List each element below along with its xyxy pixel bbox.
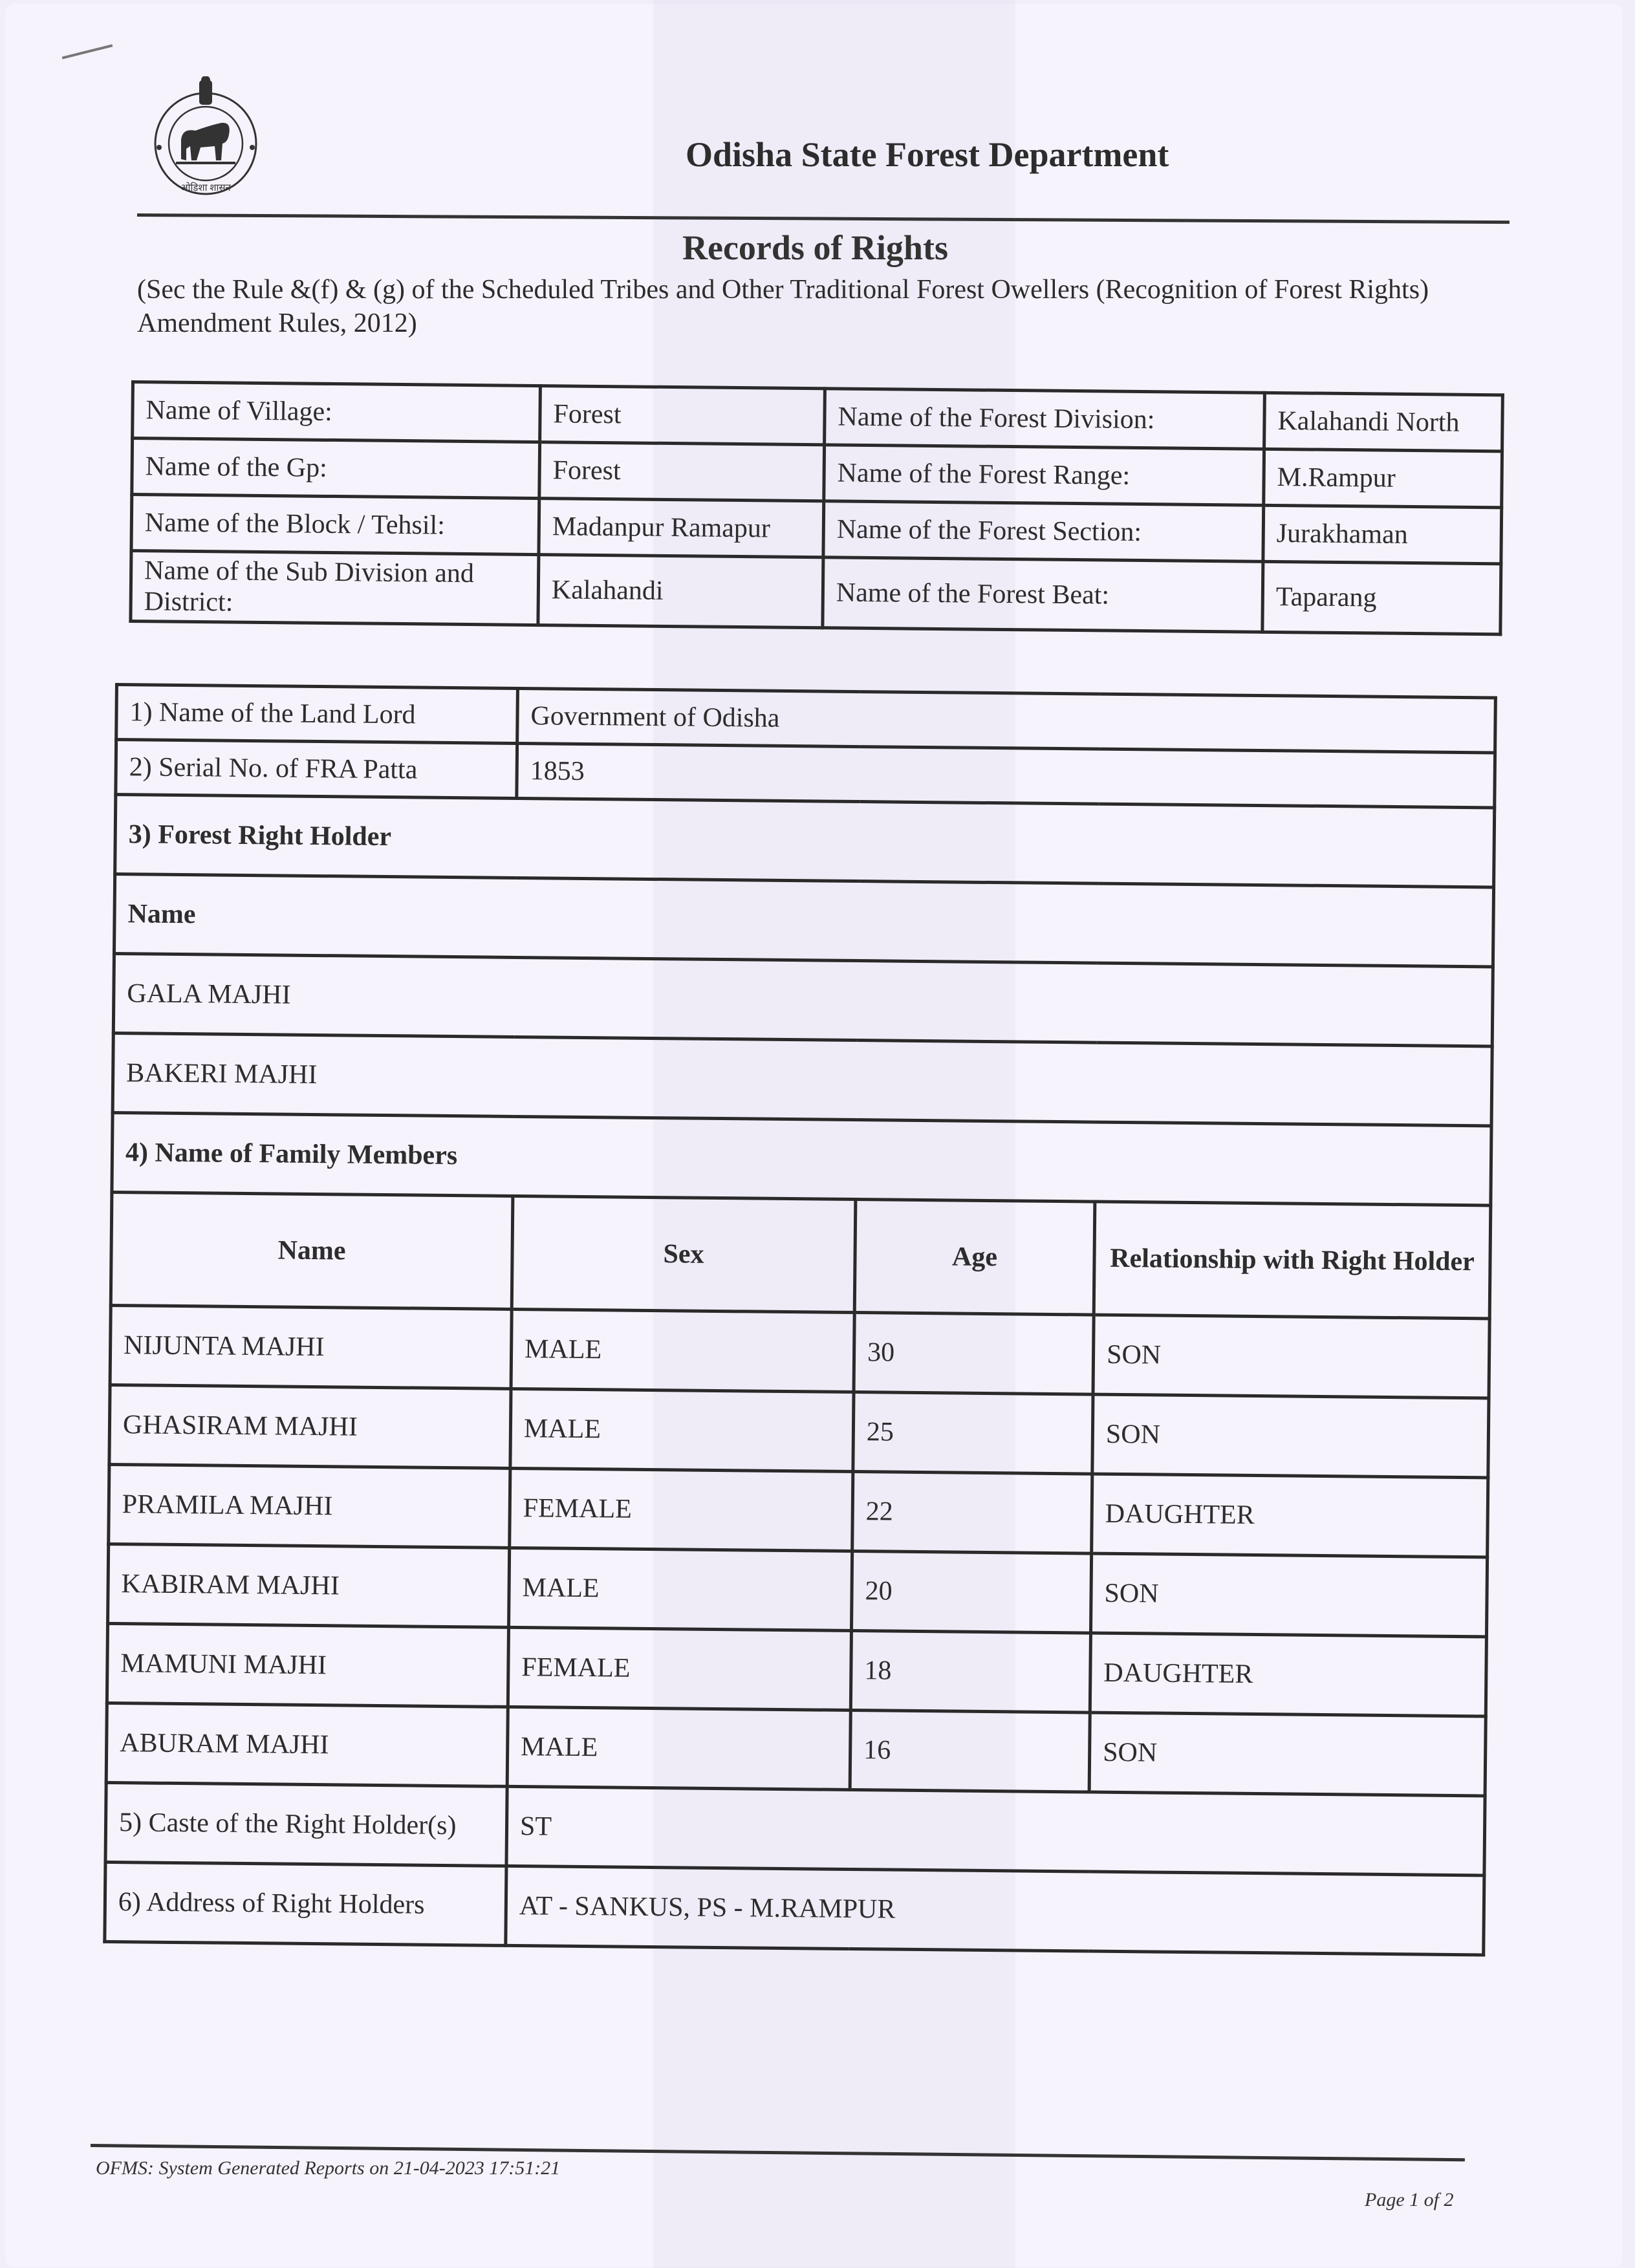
document-subtitle: (Sec the Rule &(f) & (g) of the Scheduled Tribes and Other Traditional Forest Owellers (Recognition of Forest Rights) Amendment Rules, 2012): [137, 275, 1429, 338]
member-relation: DAUGHTER: [1090, 1633, 1486, 1716]
record-table: [103, 683, 1497, 1956]
block-label: Name of the Block / Tehsil:: [131, 495, 539, 555]
odisha-emblem-icon: [150, 76, 261, 199]
family-row: [109, 1385, 1489, 1477]
holder-heading-row: [115, 795, 1495, 887]
member-name: MAMUNI MAJHI: [107, 1623, 508, 1707]
member-sex: FEMALE: [510, 1468, 853, 1551]
caste-row: [105, 1782, 1485, 1875]
member-age: 20: [851, 1551, 1091, 1634]
subdivision-label: Name of the Sub Division and District:: [131, 551, 539, 625]
svg-text:ओड़िशा शासन: ओड़िशा शासन: [180, 183, 231, 193]
member-relation: SON: [1093, 1315, 1489, 1398]
member-age: 18: [850, 1630, 1090, 1712]
address-row: [105, 1862, 1484, 1954]
department-title: Odisha State Forest Department: [686, 135, 1169, 174]
caste-label: 5) Caste of the Right Holder(s): [105, 1782, 507, 1866]
member-age: 16: [850, 1710, 1090, 1792]
family-heading-row: [112, 1112, 1491, 1205]
location-table: [129, 380, 1504, 636]
member-name: GHASIRAM MAJHI: [109, 1385, 511, 1468]
page-number: Page 1 of 2: [1365, 2189, 1454, 2210]
forest-division-value: Kalahandi North: [1264, 393, 1503, 451]
member-relation: SON: [1092, 1394, 1489, 1478]
family-row: [110, 1305, 1489, 1398]
forest-section-label: Name of the Forest Section:: [823, 501, 1264, 562]
holder-row: [113, 1033, 1492, 1125]
forest-range-value: M.Rampur: [1264, 449, 1502, 508]
member-age: 22: [852, 1472, 1092, 1554]
family-row: [109, 1464, 1488, 1557]
col-name-header: Name: [111, 1192, 513, 1309]
member-name: ABURAM MAJHI: [106, 1703, 508, 1786]
family-row: [108, 1544, 1488, 1636]
forest-beat-label: Name of the Forest Beat:: [823, 557, 1263, 632]
document-title: Records of Rights: [682, 228, 948, 267]
family-header-row: [111, 1192, 1491, 1318]
address-label: 6) Address of Right Holders: [105, 1862, 506, 1945]
member-relation: DAUGHTER: [1092, 1474, 1488, 1557]
forest-division-label: Name of the Forest Division:: [825, 389, 1265, 449]
holder-name-header: Name: [114, 874, 1493, 967]
forest-beat-value: Taparang: [1262, 561, 1501, 634]
member-name: PRAMILA MAJHI: [109, 1464, 510, 1548]
location-row: [131, 551, 1501, 634]
gp-label: Name of the Gp:: [132, 438, 540, 499]
gp-value: Forest: [539, 442, 825, 501]
land-lord-value: Government of Odisha: [517, 688, 1496, 753]
member-sex: MALE: [511, 1309, 854, 1392]
serial-label: 2) Serial No. of FRA Patta: [116, 740, 517, 799]
member-age: 25: [853, 1392, 1093, 1474]
member-relation: SON: [1090, 1553, 1487, 1637]
forest-section-value: Jurakhaman: [1263, 505, 1502, 564]
col-age-header: Age: [854, 1200, 1095, 1315]
land-lord-label: 1) Name of the Land Lord: [116, 685, 518, 744]
holder-name: GALA MAJHI: [113, 954, 1493, 1046]
family-row: [106, 1703, 1486, 1795]
member-age: 30: [854, 1313, 1094, 1395]
holder-row: [113, 954, 1493, 1046]
col-relation-header: Relationship with Right Holder: [1094, 1202, 1491, 1319]
village-value: Forest: [540, 386, 825, 445]
member-name: NIJUNTA MAJHI: [110, 1305, 512, 1388]
holder-name: BAKERI MAJHI: [113, 1033, 1492, 1125]
address-value: AT - SANKUS, PS - M.RAMPUR: [506, 1866, 1484, 1955]
forest-range-label: Name of the Forest Range:: [824, 445, 1264, 506]
col-sex-header: Sex: [512, 1196, 856, 1312]
member-name: KABIRAM MAJHI: [108, 1544, 510, 1627]
member-sex: MALE: [509, 1548, 852, 1630]
village-label: Name of Village:: [133, 382, 541, 442]
member-sex: FEMALE: [508, 1627, 851, 1710]
caste-value: ST: [506, 1786, 1485, 1875]
holder-heading: 3) Forest Right Holder: [115, 795, 1495, 887]
member-sex: MALE: [510, 1388, 854, 1471]
member-sex: MALE: [507, 1707, 850, 1789]
serial-value: 1853: [517, 743, 1495, 808]
holder-name-header-row: [114, 874, 1493, 967]
family-row: [107, 1623, 1486, 1716]
family-heading: 4) Name of Family Members: [112, 1112, 1491, 1205]
block-value: Madanpur Ramapur: [539, 499, 824, 557]
member-relation: SON: [1089, 1712, 1486, 1796]
generated-timestamp: OFMS: System Generated Reports on 21-04-2023 17:51:21: [96, 2157, 561, 2179]
subdivision-value: Kalahandi: [538, 555, 823, 628]
